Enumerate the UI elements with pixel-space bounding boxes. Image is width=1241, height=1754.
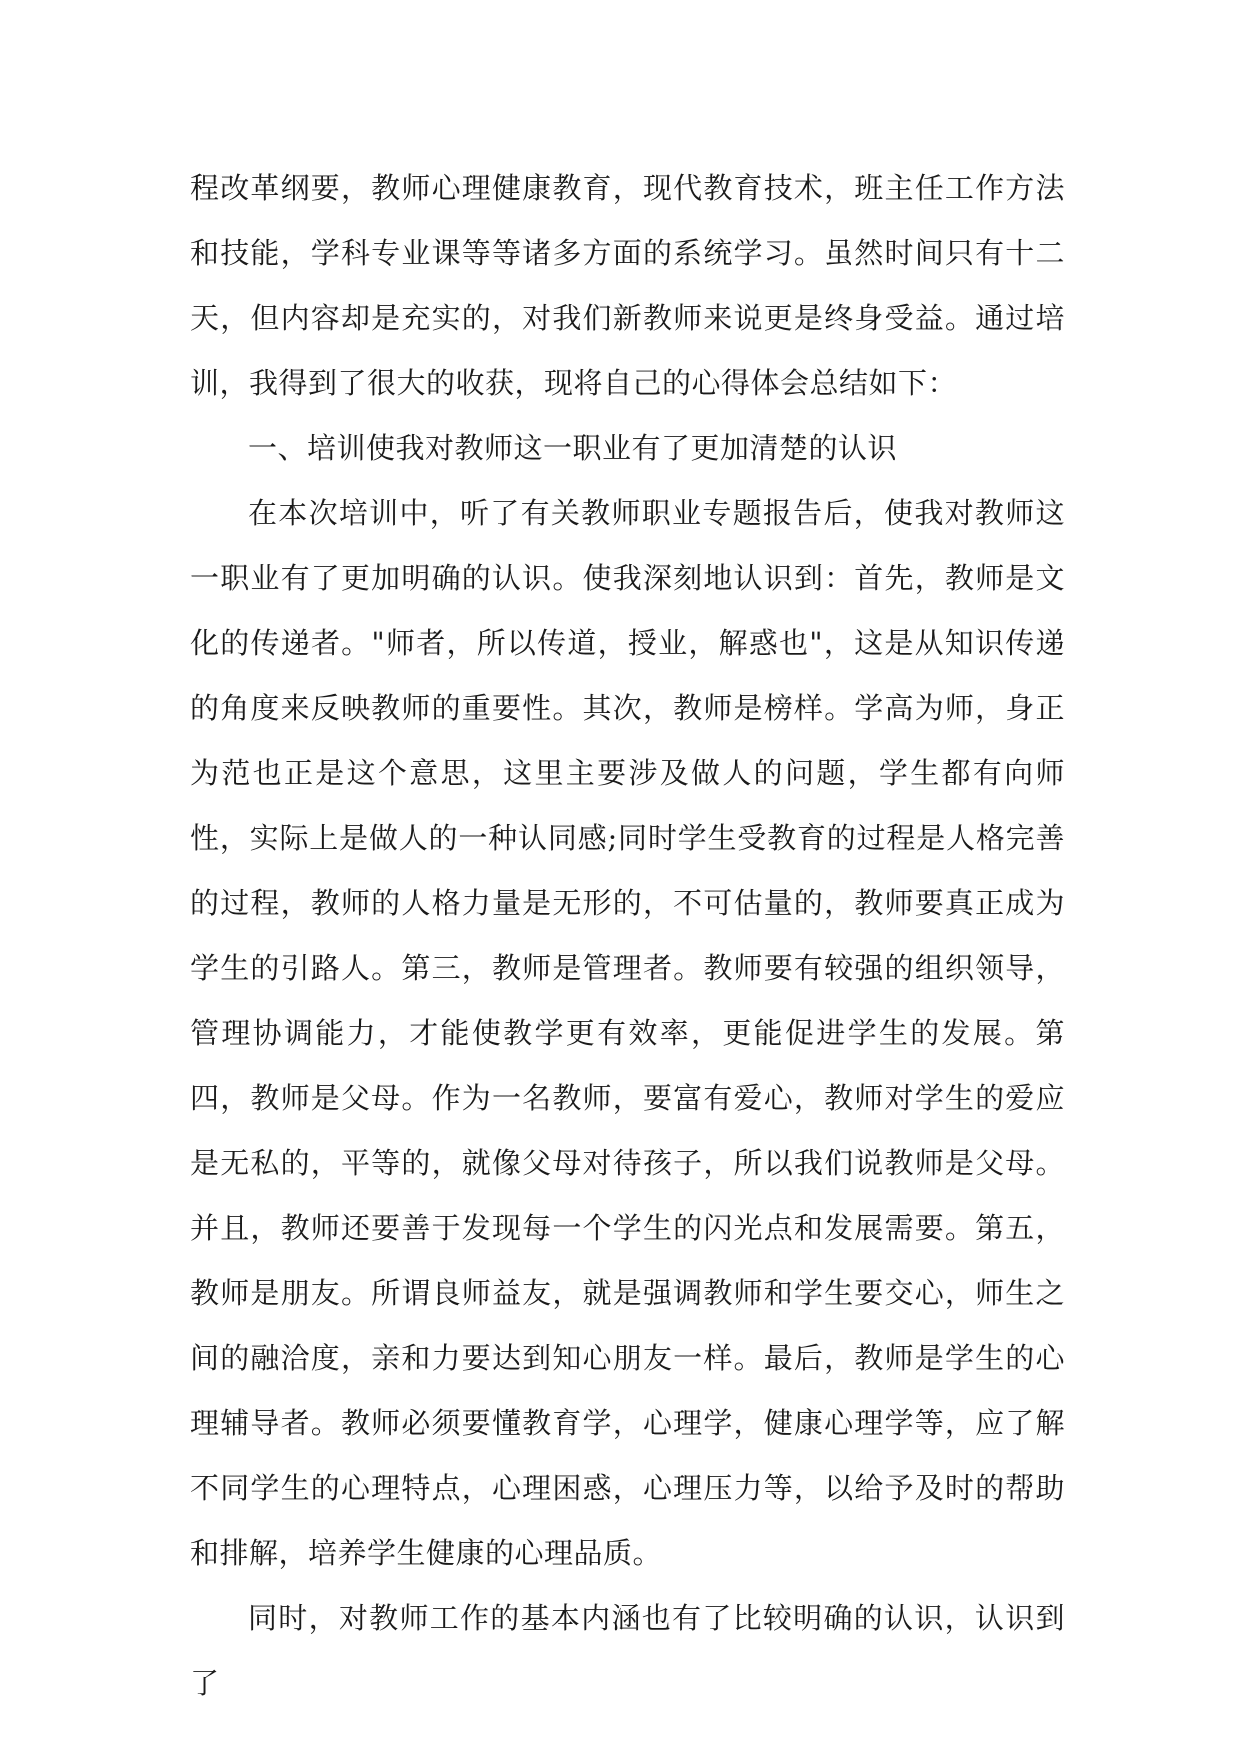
- section-heading: 一、培训使我对教师这一职业有了更加清楚的认识: [248, 431, 898, 465]
- paragraph-continued: 程改革纲要，教师心理健康教育，现代教育技术，班主任工作方法和技能，学科专业课等等诸多方面的系统学习。虽然时间只有十二天，但内容却是充实的，对我们新教师来说更是终身受益。通过培训，我得到了很大的收获，现将自己的心得体会总结如下：: [190, 171, 1065, 400]
- paragraph-continues-next-page: 同时，对教师工作的基本内涵也有了比较明确的认识，认识到了: [190, 1601, 1065, 1700]
- document-page: [190, 156, 1065, 1716]
- paragraph-teacher-roles: 在本次培训中，听了有关教师职业专题报告后，使我对教师这一职业有了更加明确的认识。使我深刻地认识到：首先，教师是文化的传递者。"师者，所以传道，授业，解惑也"，这是从知识传递的角度来反映教师的重要性。其次，教师是榜样。学高为师，身正为范也正是这个意思，这里主要涉及做人的问题，学生都有向师性，实际上是做人的一种认同感;同时学生受教育的过程是人格完善的过程，教师的人格力量是无形的，不可估量的，教师要真正成为学生的引路人。第三，教师是管理者。教师要有较强的组织领导，管理协调能力，才能使教学更有效率，更能促进学生的发展。第四，教师是父母。作为一名教师，要富有爱心，教师对学生的爱应是无私的，平等的，就像父母对待孩子，所以我们说教师是父母。并且，教师还要善于发现每一个学生的闪光点和发展需要。第五，教师是朋友。所谓良师益友，就是强调教师和学生要交心，师生之间的融洽度，亲和力要达到知心朋友一样。最后，教师是学生的心理辅导者。教师必须要懂教育学，心理学，健康心理学等，应了解不同学生的心理特点，心理困惑，心理压力等，以给予及时的帮助和排解，培养学生健康的心理品质。: [190, 496, 1065, 1570]
